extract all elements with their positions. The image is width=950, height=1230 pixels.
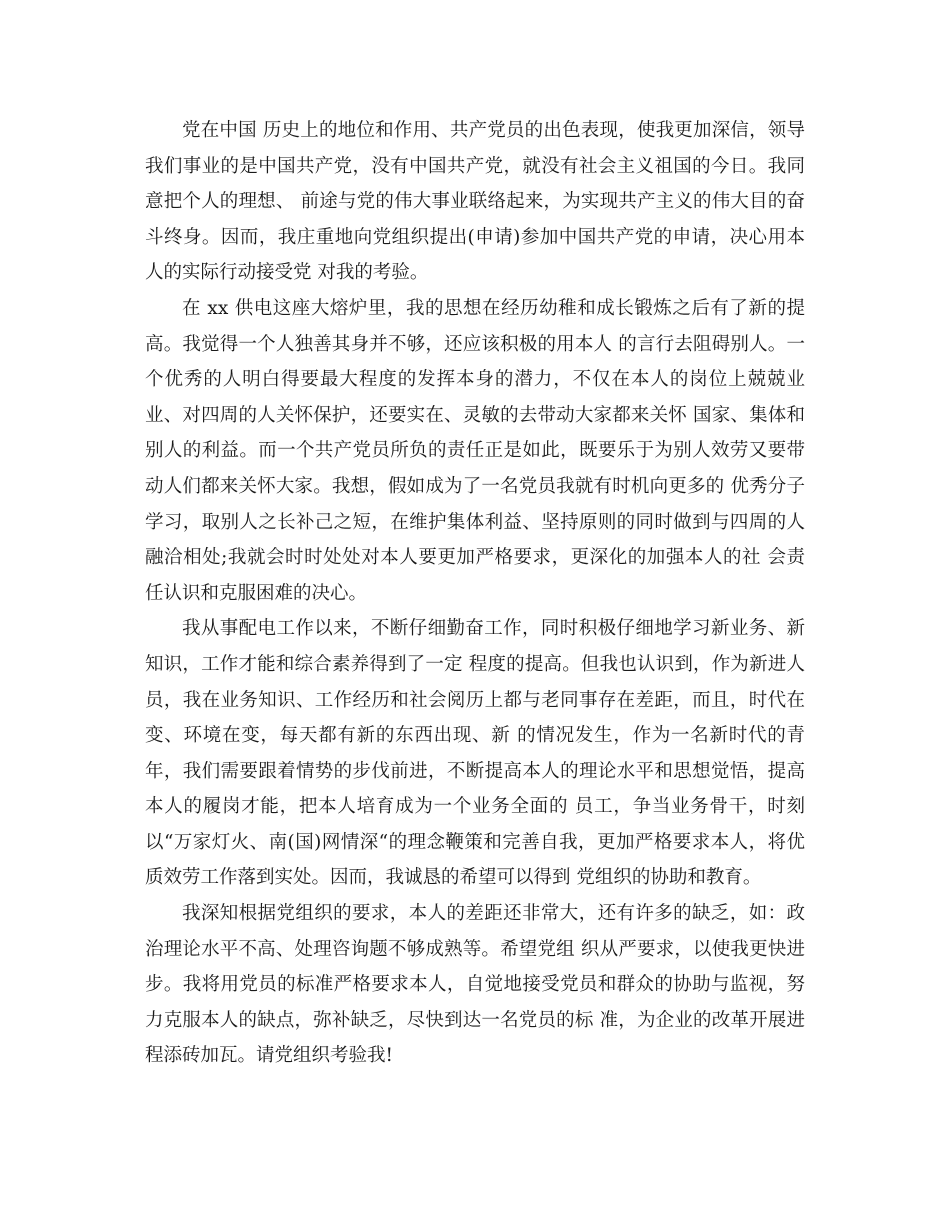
text-line: 动人们都来关怀大家。我想，假如成为了一名党员我就有时机向更多的 优秀分子: [145, 475, 805, 497]
text-line: 以“万家灯火、南(国)网情深“的理念鞭策和完善自我，更加严格要求本人，将优: [145, 831, 805, 853]
document-body: [145, 113, 805, 1074]
text-line: 党在中国 历史上的地位和作用、共产党员的出色表现，使我更加深信，领导: [182, 120, 805, 141]
text-line: 意把个人的理想、 前途与党的伟大事业联络起来，为实现共产主义的伟大目的奋: [145, 191, 805, 213]
text-line: 我深知根据党组织的要求，本人的差距还非常大，还有许多的缺乏，如：政: [182, 903, 805, 925]
text-line: 别人的利益。而一个共产党员所负的责任正是如此，既要乐于为别人效劳又要带: [145, 440, 805, 462]
text-line: 员，我在业务知识、工作经历和社会阅历上都与老同事存在差距，而且，时代在: [145, 689, 805, 711]
text-line: 质效劳工作落到实处。因而，我诚恳的希望可以得到 党组织的协助和教育。: [145, 867, 762, 889]
text-line: 我从事配电工作以来，不断仔细勤奋工作，同时积极仔细地学习新业务、新: [182, 618, 805, 640]
text-line: 年，我们需要跟着情势的步伐前进，不断提高本人的理论水平和思想觉悟，提高: [145, 760, 805, 782]
text-line: 学习，取别人之长补己之短，在维护集体利益、坚持原则的同时做到与四周的人: [145, 511, 805, 533]
text-line: 在 xx 供电这座大熔炉里，我的思想在经历幼稚和成长锻炼之后有了新的提: [182, 297, 805, 319]
text-line: 斗终身。因而，我庄重地向党组织提出(申请)参加中国共产党的申请，决心用本: [145, 226, 805, 248]
text-line: 融洽相处;我就会时时处处对本人要更加严格要求，更深化的加强本人的社 会责: [145, 547, 805, 569]
text-line: 本人的履岗才能，把本人培育成为一个业务全面的 员工，争当业务骨干，时刻: [145, 796, 805, 818]
paragraph-2: [145, 291, 805, 611]
text-line: 力克服本人的缺点，弥补缺乏，尽快到达一名党员的标 准，为企业的改革开展进: [145, 1009, 805, 1031]
text-line: 业、对四周的人关怀保护，还要实在、灵敏的去带动大家都来关怀 国家、集体和: [145, 404, 805, 426]
text-line: 知识，工作才能和综合素养得到了一定 程度的提高。但我也认识到，作为新进人: [145, 653, 805, 675]
text-line: 高。我觉得一个人独善其身并不够，还应该积极的用本人 的言行去阻碍别人。一: [145, 333, 805, 355]
text-line: 任认识和克服困难的决心。: [145, 582, 368, 604]
text-line: 变、环境在变，每天都有新的东西出现、新 的情况发生，作为一名新时代的青: [145, 725, 805, 747]
paragraph-4: [145, 896, 805, 1074]
paragraph-3: [145, 611, 805, 896]
text-line: 人的实际行动接受党 对我的考验。: [145, 262, 429, 284]
text-line: 治理论水平不高、处理咨询题不够成熟等。希望党组 织从严要求，以使我更快进: [145, 938, 805, 960]
paragraph-1: [145, 113, 805, 291]
text-line: 个优秀的人明白得要最大程度的发挥本身的潜力，不仅在本人的岗位上兢兢业: [145, 369, 805, 391]
text-line: 程添砖加瓦。请党组织考验我!: [145, 1045, 393, 1067]
text-line: 我们事业的是中国共产党，没有中国共产党，就没有社会主义祖国的今日。我同: [145, 155, 805, 177]
text-line: 步。我将用党员的标准严格要求本人，自觉地接受党员和群众的协助与监视，努: [145, 974, 805, 996]
